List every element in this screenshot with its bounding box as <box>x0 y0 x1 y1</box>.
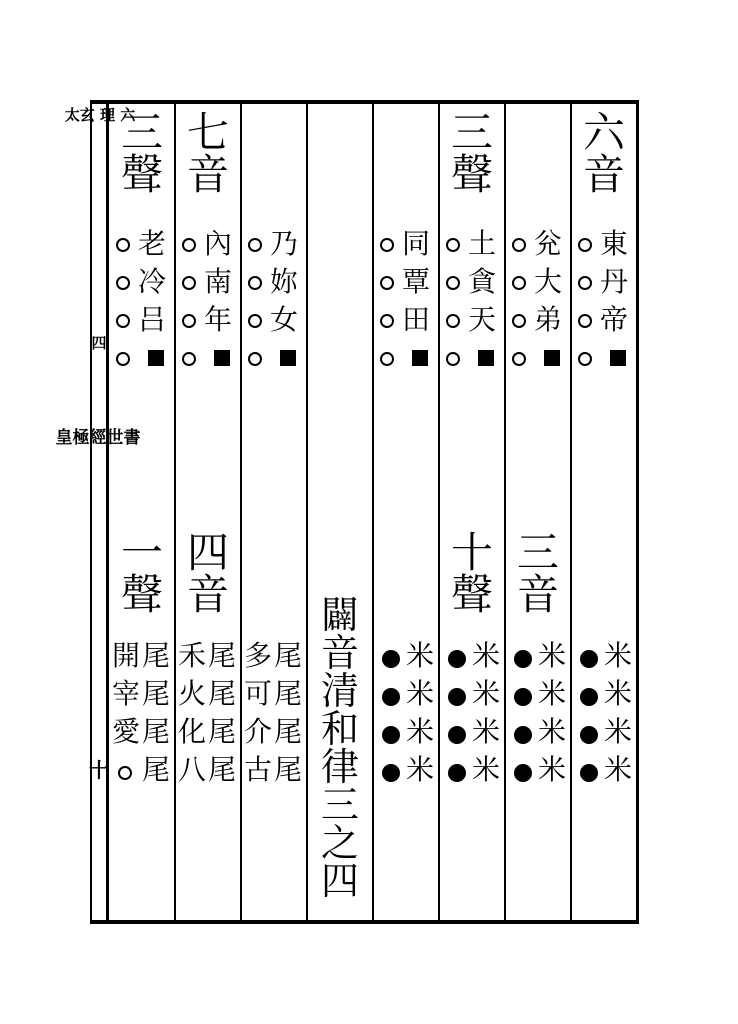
circle-mark <box>578 238 592 252</box>
filled-dot-mark <box>514 650 532 668</box>
filled-dot-mark <box>514 688 532 706</box>
phonetic-char: 老 <box>138 227 167 260</box>
phonetic-char: 米 <box>538 677 567 710</box>
circle-mark <box>182 314 196 328</box>
square-mark <box>148 350 164 366</box>
phonetic-char: 古 <box>244 753 273 786</box>
column-divider <box>240 100 242 920</box>
column-divider <box>174 100 176 920</box>
circle-mark <box>116 314 130 328</box>
phonetic-char: 介 <box>244 715 273 748</box>
phonetic-char: 內 <box>204 227 233 260</box>
circle-mark <box>446 314 460 328</box>
square-mark <box>544 350 560 366</box>
circle-mark <box>248 238 262 252</box>
top-border <box>90 100 638 104</box>
column-subheading: 一 聲 <box>120 528 163 619</box>
circle-mark <box>182 276 196 290</box>
column-heading: 三 聲 <box>450 108 493 199</box>
circle-mark <box>512 314 526 328</box>
phonetic-char: 同 <box>402 227 431 260</box>
circle-mark <box>182 352 196 366</box>
phonetic-char: 大 <box>534 265 563 298</box>
column-divider <box>504 100 506 920</box>
phonetic-char: 尾 <box>274 639 303 672</box>
phonetic-char: 兊 <box>534 227 563 260</box>
phonetic-char: 弟 <box>534 303 563 336</box>
filled-dot-mark <box>382 726 400 744</box>
phonetic-char: 米 <box>538 715 567 748</box>
phonetic-char: 尾 <box>142 639 171 672</box>
phonetic-char: 米 <box>472 715 501 748</box>
circle-mark <box>248 352 262 366</box>
filled-dot-mark <box>514 764 532 782</box>
phonetic-char: 田 <box>402 303 431 336</box>
phonetic-char: 禾 <box>178 639 207 672</box>
right-border <box>636 100 639 924</box>
phonetic-char: 吕 <box>138 303 167 336</box>
phonetic-char: 丹 <box>600 265 629 298</box>
phonetic-char: 冷 <box>138 265 167 298</box>
phonetic-char: 米 <box>604 715 633 748</box>
circle-mark <box>446 276 460 290</box>
phonetic-char: 覃 <box>402 265 431 298</box>
phonetic-char: 尾 <box>208 677 237 710</box>
circle-mark <box>116 352 130 366</box>
square-mark <box>214 350 230 366</box>
phonetic-char: 開 <box>112 639 141 672</box>
circle-mark <box>248 314 262 328</box>
circle-mark <box>380 314 394 328</box>
phonetic-char: 尾 <box>208 753 237 786</box>
filled-dot-mark <box>580 650 598 668</box>
phonetic-char: 米 <box>472 753 501 786</box>
circle-mark <box>578 352 592 366</box>
square-mark <box>280 350 296 366</box>
phonetic-char: 妳 <box>270 265 299 298</box>
phonetic-char: 宰 <box>112 677 141 710</box>
circle-mark <box>116 238 130 252</box>
circle-mark <box>182 238 196 252</box>
phonetic-char: 可 <box>244 677 273 710</box>
circle-mark <box>380 352 394 366</box>
phonetic-char: 米 <box>538 639 567 672</box>
column-heading: 六 音 <box>582 108 625 199</box>
phonetic-char: 乃 <box>270 227 299 260</box>
phonetic-char: 米 <box>538 753 567 786</box>
circle-mark <box>116 276 130 290</box>
phonetic-char: 米 <box>472 639 501 672</box>
square-mark <box>412 350 428 366</box>
column-title: 闢 音 清 和 律 三 之 四 <box>320 593 359 903</box>
column-subheading: 四 音 <box>186 528 229 619</box>
bottom-border <box>90 920 638 924</box>
phonetic-char: 化 <box>178 715 207 748</box>
column-divider <box>306 100 308 920</box>
phonetic-char: 米 <box>406 753 435 786</box>
filled-dot-mark <box>448 726 466 744</box>
phonetic-char: 米 <box>406 639 435 672</box>
circle-mark <box>512 276 526 290</box>
phonetic-char: 米 <box>406 677 435 710</box>
phonetic-char: 火 <box>178 677 207 710</box>
phonetic-char: 愛 <box>112 715 141 748</box>
phonetic-char: 南 <box>204 265 233 298</box>
phonetic-char: 帝 <box>600 303 629 336</box>
column-heading: 三 聲 <box>120 108 163 199</box>
column-heading: 七 音 <box>186 108 229 199</box>
circle-mark <box>446 238 460 252</box>
circle-mark <box>248 276 262 290</box>
column-subheading: 三 音 <box>516 528 559 619</box>
circle-mark <box>578 276 592 290</box>
margin-page-number: 十 <box>89 758 109 782</box>
square-mark <box>478 350 494 366</box>
outer-left-border <box>90 100 92 924</box>
filled-dot-mark <box>448 764 466 782</box>
filled-dot-mark <box>382 688 400 706</box>
phonetic-char: 尾 <box>274 715 303 748</box>
circle-mark <box>380 238 394 252</box>
phonetic-char: 年 <box>204 303 233 336</box>
circle-mark <box>446 352 460 366</box>
phonetic-char: 貪 <box>468 265 497 298</box>
phonetic-char: 尾 <box>274 753 303 786</box>
margin-top-title: 太玄 理 六 <box>64 106 136 124</box>
left-border <box>106 100 109 924</box>
phonetic-char: 八 <box>178 753 207 786</box>
phonetic-char: 多 <box>244 639 273 672</box>
column-divider <box>570 100 572 920</box>
phonetic-char: 尾 <box>142 715 171 748</box>
phonetic-char: 尾 <box>142 753 171 786</box>
phonetic-char: 尾 <box>142 677 171 710</box>
filled-dot-mark <box>514 726 532 744</box>
circle-mark <box>380 276 394 290</box>
filled-dot-mark <box>382 650 400 668</box>
column-divider <box>372 100 374 920</box>
square-mark <box>610 350 626 366</box>
filled-dot-mark <box>448 650 466 668</box>
circle-mark <box>512 352 526 366</box>
filled-dot-mark <box>448 688 466 706</box>
phonetic-char: 米 <box>604 753 633 786</box>
phonetic-char: 米 <box>604 639 633 672</box>
circle-mark <box>118 766 132 780</box>
margin-book-title: 皇極經世書 <box>55 428 141 448</box>
column-subheading: 十 聲 <box>450 528 493 619</box>
circle-mark <box>578 314 592 328</box>
phonetic-char: 尾 <box>274 677 303 710</box>
margin-section-mark: 四 <box>91 334 107 352</box>
phonetic-char: 尾 <box>208 639 237 672</box>
phonetic-char: 女 <box>270 303 299 336</box>
column-divider <box>438 100 440 920</box>
phonetic-char: 米 <box>406 715 435 748</box>
filled-dot-mark <box>382 764 400 782</box>
circle-mark <box>512 238 526 252</box>
phonetic-char: 東 <box>600 227 629 260</box>
phonetic-char: 土 <box>468 227 497 260</box>
filled-dot-mark <box>580 726 598 744</box>
filled-dot-mark <box>580 764 598 782</box>
phonetic-char: 米 <box>472 677 501 710</box>
phonetic-char: 米 <box>604 677 633 710</box>
filled-dot-mark <box>580 688 598 706</box>
phonetic-char: 天 <box>468 303 497 336</box>
phonetic-char: 尾 <box>208 715 237 748</box>
